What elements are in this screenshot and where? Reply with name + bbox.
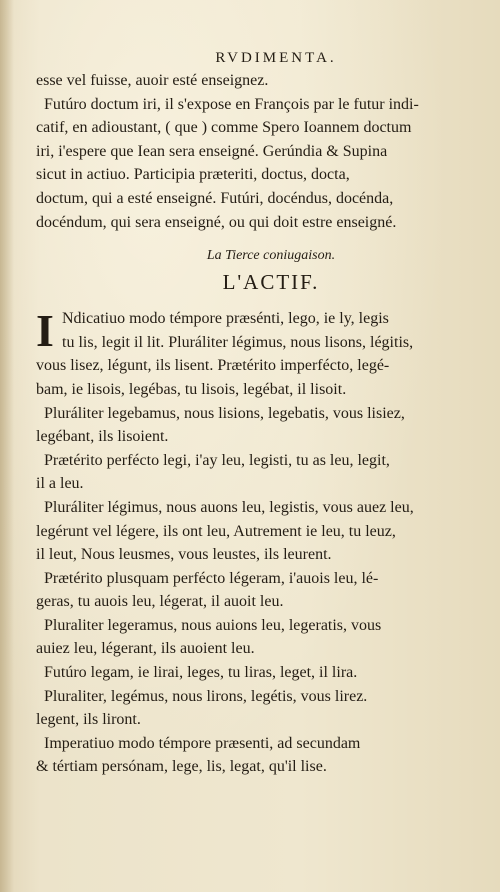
text-line: Prætérito perfécto legi, i'ay leu, legisti, tu as leu, legit, — [44, 451, 390, 469]
text-line: geras, tu auois leu, légerat, il auoit leu. — [36, 593, 284, 611]
text-line: esse vel fuisse, auoir esté enseignez. — [36, 72, 269, 89]
text-line: Imperatiuo modo témpore præsenti, ad secundam — [44, 734, 361, 752]
first-paragraph — [36, 305, 486, 357]
text-line: Prætérito plusquam perfécto légeram, i'auois leu, lé- — [44, 569, 379, 587]
text-line: il leut, Nous leusmes, vous leustes, ils leurent. — [36, 546, 332, 564]
text-line: bam, ie lisois, legébas, tu lisois, legébat, il lisoit. — [36, 380, 347, 398]
text-line: tu lis, legit il lit. Pluráliter légimus, nous lisons, légitis, — [62, 333, 414, 351]
text-line: catif, en adioustant, ( que ) comme Spero Ioannem doctum — [36, 119, 412, 137]
intro-paragraph — [36, 69, 486, 234]
text-line: docéndum, qui sera enseigné, ou qui doit estre enseigné. — [36, 213, 397, 231]
text-line: Pluráliter legebamus, nous lisions, legebatis, vous lisiez, — [44, 404, 405, 422]
text-line: sicut in actiuo. Participia præteriti, doctus, docta, — [36, 166, 350, 184]
text-line: auiez leu, légerant, ils auoient leu. — [36, 640, 255, 658]
drop-cap: I — [36, 305, 54, 357]
text-line: legébant, ils lisoient. — [36, 428, 169, 446]
text-line: Pluráliter légimus, nous auons leu, legistis, vous auez leu, — [44, 498, 414, 516]
text-line: Pluraliter, legémus, nous lirons, legétis, vous lirez. — [44, 687, 368, 705]
text-line: Pluraliter legeramus, nous auions leu, legeratis, vous — [44, 616, 382, 634]
text-line: iri, i'espere que Iean sera enseigné. Gerúndia & Supina — [36, 142, 388, 160]
text-line: Futúro doctum iri, il s'expose en François par le futur indi- — [44, 95, 419, 113]
text-line: Futúro legam, ie lirai, leges, tu liras, leget, il lira. — [44, 664, 358, 682]
text-line: & tértiam persónam, lege, lis, legat, qu'il lise. — [36, 758, 327, 776]
section-heading: L'ACTIF. — [222, 270, 320, 295]
text-line: vous lisez, légunt, ils lisent. Prætérito imperfécto, legé- — [36, 357, 390, 375]
text-line: legent, ils liront. — [36, 711, 141, 729]
text-line: doctum, qui a esté enseigné. Futúri, docéndus, docénda, — [36, 189, 394, 207]
text-line: legérunt vel légere, ils ont leu, Autrement ie leu, tu leuz, — [36, 522, 396, 540]
text-line: Ndicatiuo modo témpore præsénti, lego, ie ly, legis — [62, 310, 389, 328]
text-line: il a leu. — [36, 475, 84, 493]
conjugation-heading: La Tierce coniugaison. — [206, 248, 336, 264]
running-head: RVDIMENTA. — [215, 50, 337, 66]
